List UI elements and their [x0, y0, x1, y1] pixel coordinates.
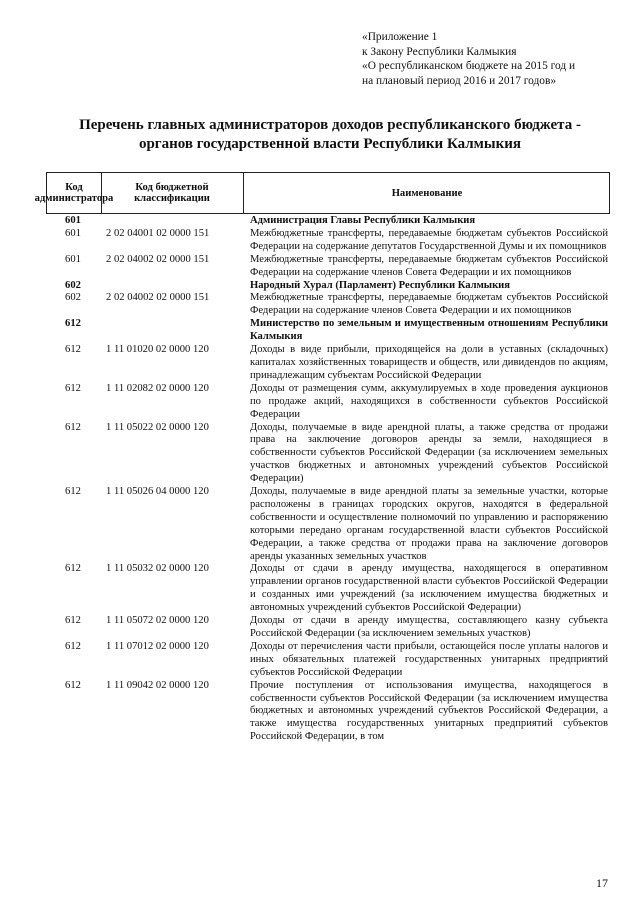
appendix-line-1: «Приложение 1: [362, 31, 438, 43]
budget-code-cell: 2 02 04002 02 0000 151: [106, 292, 210, 304]
admin-code-cell: 612: [65, 382, 81, 394]
admin-code-cell: 601: [65, 215, 81, 226]
table-row: [46, 641, 610, 680]
admin-code-cell: 602: [65, 292, 81, 304]
description-cell: Доходы от сдачи в аренду имущества, находящегося в оперативном управлении органов государственной власти субъектов Российской Федерации и созданных ими учреждений (за исключением имущества бюджетных и автономных учреждений субъектов Российской Федерации): [250, 563, 608, 614]
table-row: [46, 228, 610, 254]
table-row: [46, 280, 610, 293]
budget-code-cell: 1 11 05022 02 0000 120: [106, 421, 209, 433]
table-row: [46, 318, 610, 344]
description-cell: Администрация Главы Республики Калмыкия: [250, 215, 476, 226]
description-cell: Народный Хурал (Парламент) Республики Калмыкия: [250, 279, 511, 291]
admin-code-cell: 612: [65, 563, 81, 575]
budget-code-cell: 2 02 04002 02 0000 151: [106, 253, 210, 265]
table-body: [46, 215, 610, 744]
page-number: 17: [596, 876, 608, 890]
table-row: [46, 422, 610, 487]
description-cell: Прочие поступления от использования имущества, находящегося в собственности субъектов Российской Федерации (за исключением имущества бюджетных и автономных учреждений субъектов Российской Федерации, а также имущества государственных унитарных предприятий субъектов Российской Федерации, в том: [250, 679, 608, 743]
table-row: [46, 563, 610, 615]
table-row: [46, 254, 610, 280]
table-header: [34, 172, 610, 214]
table-row: [46, 486, 610, 563]
budget-code-cell: [100, 318, 246, 344]
admin-code-cell: 601: [65, 227, 81, 239]
budget-code-cell: 1 11 01020 02 0000 120: [106, 344, 209, 356]
admin-code-cell: 612: [65, 421, 81, 433]
budget-code-cell: 2 02 04001 02 0000 151: [106, 227, 210, 239]
table-row: [46, 344, 610, 383]
description-cell: Доходы, получаемые в виде арендной платы, а также средства от продажи права на заключение договоров аренды за земли, находящиеся в собственности субъектов Российской Федерации (за исключением земельных участков бюджетных и автономных учреждений субъектов Российской Федерации): [250, 421, 608, 485]
description-cell: Доходы в виде прибыли, приходящейся на доли в уставных (складочных) капиталах хозяйственных товариществ и обществ, или дивидендов по акциям, принадлежащим субъектам Российской Федерации: [250, 344, 608, 381]
header-budget-code: Код бюджетной классификации: [101, 173, 244, 213]
table-row: [46, 383, 610, 422]
budget-code-cell: 1 11 05072 02 0000 120: [106, 615, 209, 627]
table-row: [46, 215, 610, 228]
description-cell: Доходы, получаемые в виде арендной платы за земельные участки, которые расположены в границах городских округов, находятся в федеральной собственности и осуществление полномочий по управлению и распоряжению которыми передано органам государственной власти субъектов Российской Федерации, а также средства от продажи права на заключение договоров аренды указанных земельных участков: [250, 486, 608, 562]
title-line-1: Перечень главных администраторов доходов республиканского бюджета -: [79, 117, 581, 133]
admin-code-cell: 612: [65, 615, 81, 627]
table-row: [46, 292, 610, 318]
description-cell: Министерство по земельным и имущественным отношениям Республики Калмыкия: [250, 318, 608, 343]
description-cell: Доходы от перечисления части прибыли, остающейся после уплаты налогов и иных обязательных платежей государственных унитарных предприятий субъектов Российской Федерации: [250, 640, 608, 678]
header-name: Наименование: [391, 187, 463, 199]
table-row: [46, 680, 610, 745]
description-cell: Межбюджетные трансферты, передаваемые бюджетам субъектов Российской Федерации на содержание членов Совета Федерации и их помощников: [250, 292, 608, 317]
admin-code-cell: 612: [65, 679, 81, 691]
description-cell: Межбюджетные трансферты, передаваемые бюджетам субъектов Российской Федерации на содержание депутатов Государственной Думы и их помощников: [250, 227, 608, 252]
budget-code-cell: 1 11 05026 04 0000 120: [106, 486, 209, 498]
description-cell: Межбюджетные трансферты, передаваемые бюджетам субъектов Российской Федерации на содержание членов Совета Федерации и их помощников: [250, 253, 608, 278]
description-cell: Доходы от сдачи в аренду имущества, составляющего казну субъекта Российской Федерации (за исключением земельных участков): [250, 615, 608, 639]
budget-code-cell: 1 11 07012 02 0000 120: [106, 640, 209, 652]
appendix-line-4: на плановый период 2016 и 2017 годов»: [362, 74, 557, 87]
document-title: [40, 116, 620, 154]
admin-code-cell: 612: [65, 486, 81, 498]
budget-code-cell: 1 11 02082 02 0000 120: [106, 382, 209, 394]
admin-code-cell: 601: [65, 253, 81, 265]
budget-code-cell: [100, 215, 246, 228]
appendix-line-3: «О республиканском бюджете на 2015 год и: [362, 60, 576, 73]
header-admin-code: Код администратора: [47, 173, 102, 213]
admin-code-cell: 612: [65, 640, 81, 652]
appendix-line-2: к Закону Республики Калмыкия: [362, 45, 517, 58]
table-row: [46, 615, 610, 641]
admin-code-cell: 612: [65, 318, 81, 330]
description-cell: Доходы от размещения сумм, аккумулируемых в ходе проведения аукционов по продаже акций, находящихся в собственности субъектов Российской Федерации: [250, 382, 608, 420]
budget-code-cell: 1 11 09042 02 0000 120: [106, 679, 209, 691]
budget-code-cell: 1 11 05032 02 0000 120: [106, 563, 209, 575]
title-line-2: органов государственной власти Республики Калмыкия: [138, 136, 522, 152]
admin-code-cell: 612: [65, 344, 81, 356]
appendix-note: [362, 30, 622, 88]
budget-code-cell: [100, 280, 246, 293]
admin-code-cell: 602: [65, 279, 81, 291]
